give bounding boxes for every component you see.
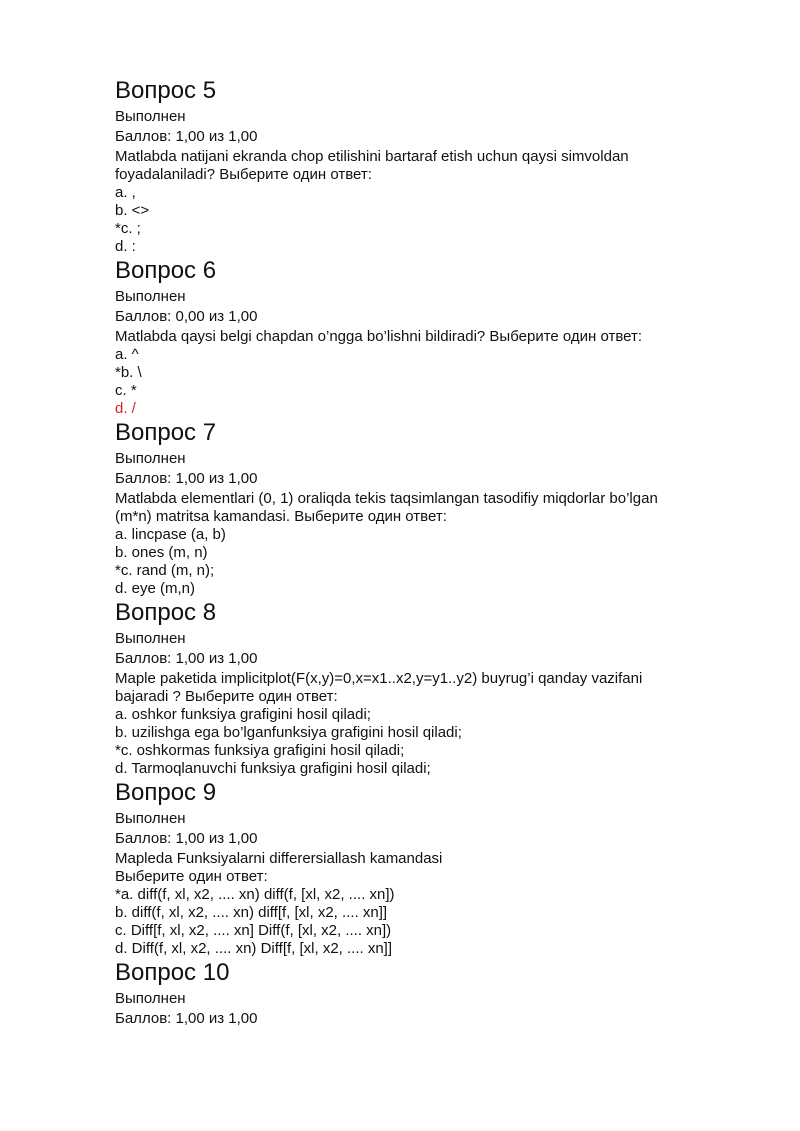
answer-option: a. oshkor funksiya grafigini hosil qiladi; (115, 706, 371, 723)
question-block (115, 76, 715, 256)
question-block (115, 418, 715, 598)
answer-option: *c. rand (m, n); (115, 562, 215, 579)
answer-option: d. / (115, 400, 136, 417)
answer-option: c. Diff[f, xl, x2, .... xn] Diff(f, [xl, x2, .... xn]) (115, 922, 392, 939)
question-score: Баллов: 1,00 из 1,00 (115, 650, 258, 667)
question-status: Выполнен (115, 810, 186, 827)
answer-option: *b. \ (115, 364, 142, 381)
question-title: Вопрос 6 (115, 257, 217, 284)
question-title: Вопрос 5 (115, 77, 217, 104)
question-text: Matlabda natijani ekranda chop etilishini bartaraf etish uchun qaysi simvoldan (115, 148, 629, 165)
question-text: bajaradi ? Выберите один ответ: (115, 688, 338, 705)
question-status: Выполнен (115, 450, 186, 467)
answer-option: d. : (115, 238, 136, 255)
question-text: Mapleda Funksiyalarni differersiallash kamandasi (115, 850, 443, 867)
answer-option: *c. ; (115, 220, 141, 237)
question-block (115, 778, 715, 958)
answer-option: d. Diff(f, xl, x2, .... xn) Diff[f, [xl, x2, .... xn]] (115, 940, 393, 957)
question-title: Вопрос 7 (115, 419, 217, 446)
answer-option: a. lincpase (a, b) (115, 526, 226, 543)
question-block (115, 256, 715, 418)
question-text: Выберите один ответ: (115, 868, 268, 885)
answer-option: b. uzilishga ega bo’lganfunksiya grafigini hosil qiladi; (115, 724, 462, 741)
answer-option: *a. diff(f, xl, x2, .... xn) diff(f, [xl, x2, .... xn]) (115, 886, 395, 903)
question-status: Выполнен (115, 288, 186, 305)
question-text: Matlabda elementlari (0, 1) oraliqda tekis taqsimlangan tasodifiy miqdorlar bo’lgan (115, 490, 658, 507)
question-text: foyadalaniladi? Выберите один ответ: (115, 166, 372, 183)
question-block (115, 958, 715, 1028)
question-status: Выполнен (115, 990, 186, 1007)
question-score: Баллов: 0,00 из 1,00 (115, 308, 258, 325)
question-text: Matlabda qaysi belgi chapdan o’ngga bo’lishni bildiradi? Выберите один ответ: (115, 328, 643, 345)
question-score: Баллов: 1,00 из 1,00 (115, 470, 258, 487)
question-title: Вопрос 8 (115, 599, 217, 626)
answer-option: d. Tarmoqlanuvchi funksiya grafigini hosil qiladi; (115, 760, 431, 777)
quiz-page (115, 76, 715, 1030)
answer-option: c. * (115, 382, 137, 399)
answer-option: b. diff(f, xl, x2, .... xn) diff[f, [xl, x2, .... xn]] (115, 904, 388, 921)
answer-option: b. ones (m, n) (115, 544, 208, 561)
question-title: Вопрос 10 (115, 959, 230, 986)
question-status: Выполнен (115, 108, 186, 125)
answer-option: d. eye (m,n) (115, 580, 196, 597)
question-status: Выполнен (115, 630, 186, 647)
question-score: Баллов: 1,00 из 1,00 (115, 1010, 258, 1027)
question-score: Баллов: 1,00 из 1,00 (115, 128, 258, 145)
answer-option: a. , (115, 184, 136, 201)
question-text: Maple paketida implicitplot(F(x,y)=0,x=x1..x2,y=y1..y2) buyrug’i qanday vazifani (115, 670, 643, 687)
answer-option: *c. oshkormas funksiya grafigini hosil qiladi; (115, 742, 405, 759)
answer-option: a. ^ (115, 346, 139, 363)
question-title: Вопрос 9 (115, 779, 217, 806)
question-score: Баллов: 1,00 из 1,00 (115, 830, 258, 847)
answer-option: b. <> (115, 202, 150, 219)
question-block (115, 598, 715, 778)
question-text: (m*n) matritsa kamandasi. Выберите один ответ: (115, 508, 447, 525)
